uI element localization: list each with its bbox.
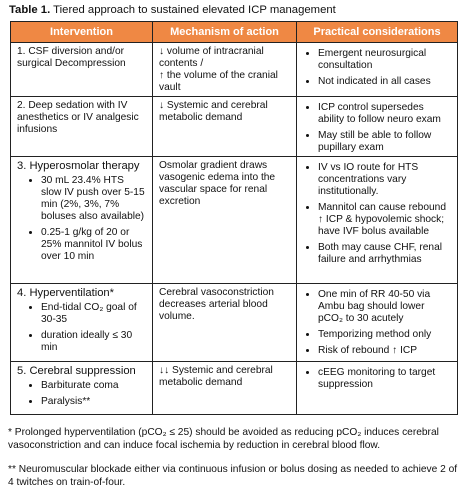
table-row bbox=[11, 157, 458, 284]
intervention-text: 1. CSF diversion and/or surgical Decompression bbox=[17, 46, 126, 69]
considerations-cell bbox=[297, 43, 458, 97]
considerations-cell bbox=[297, 157, 458, 284]
mechanism-cell bbox=[153, 284, 297, 362]
mechanism-cell bbox=[153, 362, 297, 415]
table-caption-text: Tiered approach to sustained elevated ICP management bbox=[50, 4, 336, 16]
table-caption-label: Table 1. bbox=[9, 4, 51, 16]
intervention-subitems bbox=[17, 175, 147, 263]
column-header-mechanism: Mechanism of action bbox=[153, 22, 297, 43]
considerations-cell bbox=[297, 362, 458, 415]
consideration-item: • May still be able to follow pupillary exam bbox=[318, 130, 452, 154]
considerations-list bbox=[303, 48, 452, 88]
intervention-text: 4. Hyperventilation* bbox=[17, 287, 115, 299]
intervention-subitem: • Paralysis** bbox=[41, 396, 147, 408]
table-row bbox=[11, 97, 458, 157]
intervention-text: 2. Deep sedation with IV anesthetics or IV analgesic infusions bbox=[17, 100, 139, 135]
consideration-item: • ICP control supersedes ability to follow neuro exam bbox=[318, 102, 452, 126]
considerations-list bbox=[303, 289, 452, 357]
column-header-considerations: Practical considerations bbox=[297, 22, 458, 43]
consideration-item: • One min of RR 40-50 via Ambu bag should lower pCO₂ to 30 acutely bbox=[318, 289, 452, 325]
considerations-list bbox=[303, 162, 452, 266]
mechanism-text: Cerebral vasoconstriction decreases arterial blood volume. bbox=[159, 287, 274, 322]
intervention-text: 3. Hyperosmolar therapy bbox=[17, 160, 140, 172]
table-caption bbox=[9, 3, 336, 17]
table-row bbox=[11, 43, 458, 97]
consideration-item: • Emergent neurosurgical consultation bbox=[318, 48, 452, 72]
intervention-cell bbox=[11, 43, 153, 97]
intervention-text: 5. Cerebral suppression bbox=[17, 365, 136, 377]
intervention-cell bbox=[11, 97, 153, 157]
table-row bbox=[11, 284, 458, 362]
mechanism-text: ↓ volume of intracranial contents / ↑ the volume of the cranial vault bbox=[159, 46, 278, 93]
mechanism-cell bbox=[153, 157, 297, 284]
intervention-cell bbox=[11, 362, 153, 415]
intervention-subitem: • duration ideally ≤ 30 min bbox=[41, 330, 147, 354]
consideration-item: • IV vs IO route for HTS concentrations vary institutionally. bbox=[318, 162, 452, 198]
mechanism-cell bbox=[153, 43, 297, 97]
icp-management-table bbox=[10, 21, 458, 415]
mechanism-text: ↓ Systemic and cerebral metabolic demand bbox=[159, 100, 268, 123]
intervention-subitem: • End-tidal CO₂ goal of 30-35 bbox=[41, 302, 147, 326]
considerations-cell bbox=[297, 97, 458, 157]
intervention-cell bbox=[11, 284, 153, 362]
consideration-item: • Temporizing method only bbox=[318, 329, 452, 341]
footnote-neuromuscular-blockade: ** Neuromuscular blockade either via continuous infusion or bolus dosing as needed to achieve 2 of 4 twitches on train-of-four. bbox=[8, 464, 458, 488]
column-header-intervention: Intervention bbox=[11, 22, 153, 43]
mechanism-text: Osmolar gradient draws vasogenic edema into the vascular space for renal excretion bbox=[159, 160, 276, 207]
consideration-item: • cEEG monitoring to target suppression bbox=[318, 367, 452, 391]
consideration-item: • Not indicated in all cases bbox=[318, 76, 452, 88]
intervention-subitem: • Barbiturate coma bbox=[41, 380, 147, 392]
intervention-subitems bbox=[17, 302, 147, 354]
consideration-item: • Mannitol can cause rebound ↑ ICP & hypovolemic shock; have IVF bolus available bbox=[318, 202, 452, 238]
consideration-item: • Risk of rebound ↑ ICP bbox=[318, 345, 452, 357]
table-header-row bbox=[11, 22, 458, 43]
considerations-cell bbox=[297, 284, 458, 362]
intervention-cell bbox=[11, 157, 153, 284]
mechanism-text: ↓↓ Systemic and cerebral metabolic demand bbox=[159, 365, 273, 388]
intervention-subitem: • 0.25-1 g/kg of 20 or 25% mannitol IV bolus over 10 min bbox=[41, 227, 147, 263]
considerations-list bbox=[303, 367, 452, 391]
intervention-subitem: • 30 mL 23.4% HTS slow IV push over 5-15 min (2%, 3%, 7% boluses also available) bbox=[41, 175, 147, 223]
table-row bbox=[11, 362, 458, 415]
intervention-subitems bbox=[17, 380, 147, 408]
consideration-item: • Both may cause CHF, renal failure and arrhythmias bbox=[318, 242, 452, 266]
considerations-list bbox=[303, 102, 452, 154]
mechanism-cell bbox=[153, 97, 297, 157]
footnote-hyperventilation: * Prolonged hyperventilation (pCO₂ ≤ 25) should be avoided as reducing pCO₂ induces cerebral vasoconstriction and can induce focal ischemia by reduction in cerebral blood flow. bbox=[8, 427, 439, 451]
